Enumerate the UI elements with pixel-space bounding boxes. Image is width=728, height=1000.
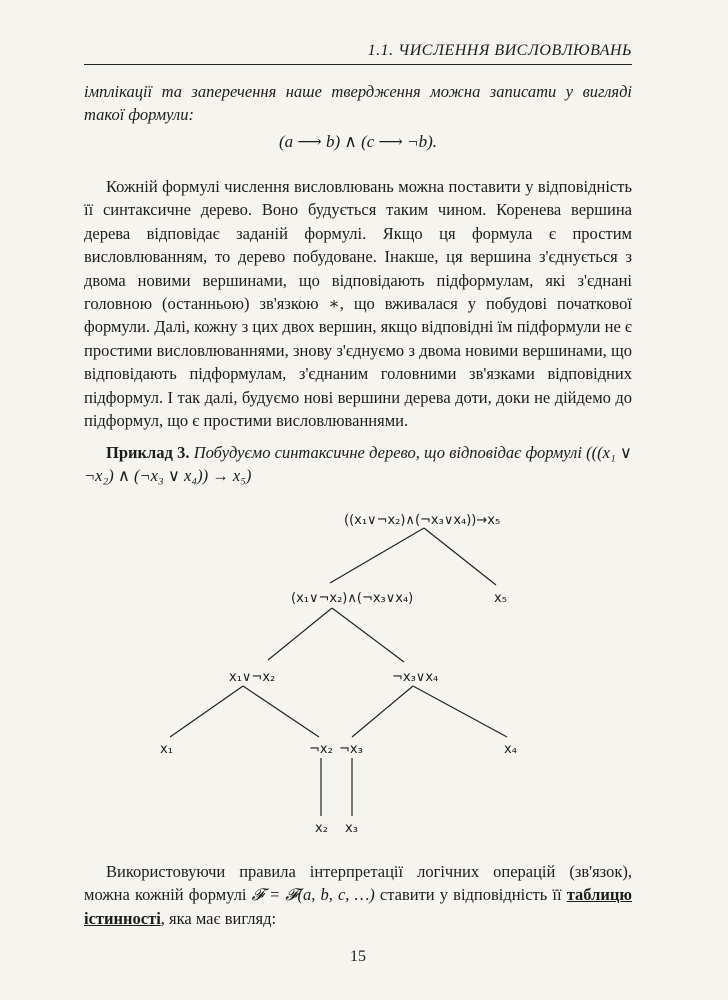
node-x4: x₄ (504, 742, 517, 757)
edge-and-or1 (268, 608, 332, 660)
node-x1: x₁ (160, 742, 173, 757)
node-x2: x₂ (315, 821, 328, 836)
edge-or2-x4 (413, 686, 507, 737)
intro-text: імплікації та заперечення наше твердження можна записати у вигляді такої формули: (84, 82, 632, 125)
page-number: 15 (350, 948, 366, 965)
truth-table-text-before: Використовуючи правила інтерпретації логічних операцій (зв'язок), можна кожній формулі (84, 862, 632, 905)
node-notx3: ¬x₃ (339, 742, 363, 757)
edge-and-or2 (332, 608, 404, 662)
running-header: 1.1. ЧИСЛЕННЯ ВИСЛОВЛЮВАНЬ (84, 42, 632, 65)
truth-table-text-middle: ставити у відповідність її (374, 885, 567, 905)
node-x5: x₅ (494, 591, 507, 606)
example-label: Приклад 3. (106, 443, 190, 462)
syntax-tree-paragraph: Кожній формулі числення висловлювань можна поставити у відповідність її синтаксичне дерево. Воно будується таким чином. Коренева вершина дерева відповідає заданій формулі. Якщо ця формула є простим висловлюванням, то дерево побудоване. Інакше, ця вершина з'єднується з двома новими вершинами, що відповідають підформулам, які з'єднані головною (останньою) зв'язкою ∗, що вживалася у побудові початкової формули. Далі, кожну з цих двох вершин, якщо відповідні їм підформули не є простими висловлюваннями, знову з'єднуємо з двома новими вершинами, що відповідають підформулам, з'єднаним головними зв'язками відповідних підформул. І так далі, будуємо нові вершини дерева доти, доки не дійдемо до підформул, що є простими висловлюваннями. (84, 177, 632, 431)
edge-root-and (330, 528, 424, 583)
edge-or2-notx3 (352, 686, 413, 737)
truth-table-text-after: , яка має вигляд: (160, 908, 277, 928)
node-and: (x₁∨¬x₂)∧(¬x₃∨x₄) (291, 591, 414, 606)
implication-formula: (a ⟶ b) ∧ (c ⟶ ¬b). (278, 132, 438, 151)
example-text: Побудуємо синтаксичне дерево, що відповідає формулі (((x₁ ∨ ¬x₂) ∧ (¬x₃ ∨ x₄)) → x₅) (84, 443, 632, 486)
formula-f: 𝓕 = 𝓕(a, b, c, …) (251, 885, 375, 905)
node-notx2: ¬x₂ (309, 742, 333, 757)
node-or1: x₁∨¬x₂ (229, 670, 276, 685)
edge-or1-x1 (170, 686, 243, 737)
truth-table-term: таблицю істинності (84, 885, 632, 928)
truth-table-paragraph (84, 860, 632, 930)
node-root: ((x₁∨¬x₂)∧(¬x₃∨x₄))→x₅ (344, 513, 501, 528)
node-x3: x₃ (345, 821, 358, 836)
edge-or1-notx2 (243, 686, 319, 737)
node-or2: ¬x₃∨x₄ (392, 670, 439, 685)
edge-root-x5 (424, 528, 496, 585)
